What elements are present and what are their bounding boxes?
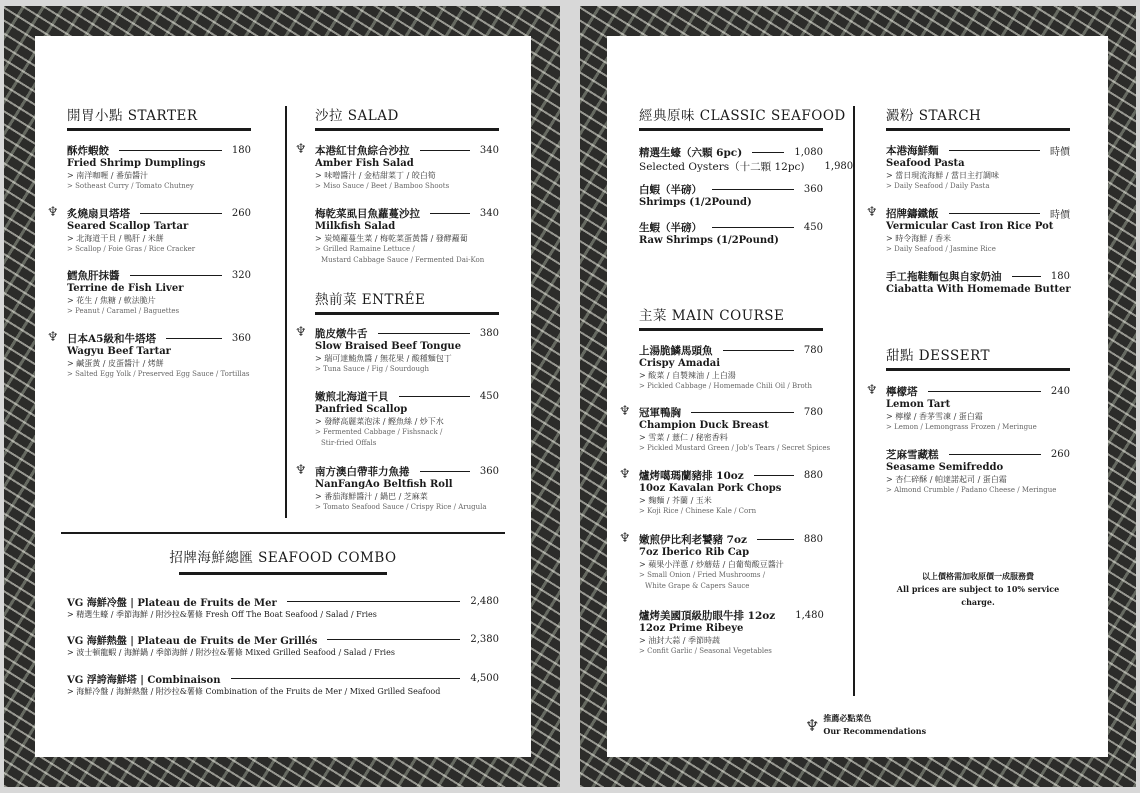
combo-name: VG 浮誇海鮮塔 | Combinaison: [67, 674, 221, 686]
item-name-en: Ciabatta With Homemade Butter: [886, 284, 1071, 295]
item-desc-en: > Daily Seafood / Jasmine Rice: [886, 245, 996, 253]
item-desc-en: > Miso Sauce / Beet / Bamboo Shoots: [315, 182, 450, 190]
menu-item: [295, 325, 499, 375]
item-name-en: Shrimps (1/2Pound): [639, 197, 752, 208]
section-rule: [886, 128, 1070, 131]
item-name-zh: 日本A5級和牛塔塔: [67, 332, 156, 345]
item-name-en: 10oz Kavalan Pork Chops: [639, 483, 782, 494]
item-name-zh: 本港海鮮麵: [886, 144, 939, 157]
item-desc-en: > Peanut / Caramel / Baguettes: [67, 307, 180, 315]
item-price: 260: [231, 207, 251, 219]
menu-item: [639, 220, 823, 247]
section-title-dessert: 甜點 DESSERT: [886, 348, 991, 364]
item-desc-zh: > 鹹蛋黃 / 皮蛋醬汁 / 烤餅: [67, 359, 164, 368]
chef-recommend-icon: ♆: [805, 715, 820, 735]
item-name-en: 7oz Iberico Rib Cap: [639, 547, 750, 558]
section-rule: [315, 128, 499, 131]
item-desc-en: > Pickled Mustard Green / Job's Tears / Secret Spices: [639, 444, 831, 452]
menu-item: [886, 269, 1070, 296]
legend-zh: 推薦必點菜色: [823, 713, 872, 723]
item-name-zh: 檸檬塔: [886, 385, 918, 398]
item-desc-zh: > 番茄海鮮醬汁 / 鍋巴 / 芝麻菜: [315, 492, 428, 501]
combo-price: 4,500: [470, 672, 499, 684]
item-desc-en: > Lemon / Lemongrass Frozen / Meringue: [886, 423, 1037, 431]
item-desc-zh: > 味噌醬汁 / 金桔甜菜丁 / 皎白筍: [315, 171, 436, 180]
item-name-en: Seared Scallop Tartar: [67, 221, 189, 232]
menu-item: [886, 447, 1070, 496]
item-name-en: Crispy Amadai: [639, 358, 721, 369]
section-rule: [179, 572, 387, 575]
menu-item: [639, 145, 854, 173]
item-desc-zh: > 炭燒蘿蔓生菜 / 梅乾菜蛋黃醬 / 發酵蘿蔔: [315, 234, 468, 243]
menu-panel-right: [607, 36, 1108, 757]
chef-recommend-icon: ♆: [295, 142, 307, 157]
menu-item: [47, 205, 251, 255]
item-name-zh: 南方澳白帶菲力魚捲: [315, 465, 410, 478]
service-charge-zh: 以上價格需加收原價一成服務費: [922, 571, 1034, 581]
menu-item: [67, 268, 251, 317]
item-desc-en: > Pickled Cabbage / Homemade Chili Oil / Broth: [639, 382, 813, 390]
item-desc-en: > Fermented Cabbage / Fishsnack /: [315, 428, 443, 436]
item-desc-zh: > 花生 / 焦糖 / 軟法脆片: [67, 296, 156, 305]
item-desc-zh: > 麴麵 / 芥蘭 / 玉米: [639, 496, 712, 505]
combo-price: 2,480: [470, 595, 499, 607]
chef-recommend-icon: ♆: [47, 205, 59, 220]
item-desc-en: > Tomato Seafood Sauce / Crispy Rice / Arugula: [315, 503, 487, 511]
section-title-starter: 開胃小點 STARTER: [67, 108, 198, 124]
menu-item: [619, 531, 823, 592]
item-price: 880: [803, 469, 823, 481]
item-name-en: Champion Duck Breast: [639, 420, 769, 431]
item-desc-en-cont: White Grape & Capers Sauce: [645, 582, 750, 590]
item-name-en: Fried Shrimp Dumplings: [67, 158, 206, 169]
item-price: 180: [231, 144, 251, 156]
chef-recommend-icon: ♆: [866, 205, 878, 220]
item-name-zh: 生蝦（半磅）: [639, 221, 702, 234]
item-desc-zh: > 瑞可達鮪魚醬 / 無花果 / 酸種麵包丁: [315, 354, 452, 363]
combo-desc: > 波士頓龍蝦 / 海鮮鍋 / 季節海鮮 / 附沙拉&薯條 Mixed Grilled Seafood / Salad / Fries: [67, 648, 395, 657]
menu-item: [619, 467, 823, 517]
item-price: 時價: [1050, 146, 1070, 158]
section-rule: [315, 312, 499, 315]
combo-desc: > 精選生蠔 / 季節海鮮 / 附沙拉&薯條 Fresh Off The Boat Seafood / Salad / Fries: [67, 610, 377, 619]
item-price: 240: [1050, 385, 1070, 397]
item-price: 320: [231, 269, 251, 281]
menu-panel-left: [35, 36, 531, 757]
section-rule: [639, 128, 823, 131]
menu-item: [619, 404, 831, 454]
menu-item: [315, 206, 499, 266]
menu-item: [639, 608, 823, 657]
combo-top-rule: [61, 532, 505, 534]
item-name-en: Panfried Scallop: [315, 404, 408, 415]
item-desc-en: > Sotheast Curry / Tomato Chutney: [67, 182, 194, 190]
item-desc-en: > Scallop / Foie Gras / Rice Cracker: [67, 245, 196, 253]
item-name-zh: 芝麻雪藏糕: [886, 448, 939, 461]
combo-item: [67, 632, 499, 659]
item-name-zh: 嫩煎伊比利老饕豬 7oz: [639, 533, 747, 546]
item-price: 340: [479, 144, 499, 156]
item-name-en: Milkfish Salad: [315, 221, 396, 232]
section-title-salad: 沙拉 SALAD: [315, 108, 399, 124]
item-desc-zh: > 當日現流海鮮 / 當日主打調味: [886, 171, 1000, 180]
menu-item: [67, 143, 251, 192]
item-desc-zh: > 蘋果小洋蔥 / 炒蘑菇 / 白葡萄酸豆醬汁: [639, 560, 784, 569]
section-title-combo: 招牌海鮮總匯 SEAFOOD COMBO: [169, 550, 397, 566]
item-desc-en: > Tuna Sauce / Fig / Sourdough: [315, 365, 429, 373]
item-name-zh: 上湯脆鱗馬頭魚: [639, 344, 713, 357]
item-name-en: Terrine de Fish Liver: [67, 283, 184, 294]
item-name-en: Vermicular Cast Iron Rice Pot: [886, 221, 1054, 232]
item-price: 340: [479, 207, 499, 219]
item-name-en: Amber Fish Salad: [315, 158, 414, 169]
item-desc-zh: > 檸檬 / 香茅雪凍 / 蛋白霜: [886, 412, 983, 421]
item-name-zh: 嫩煎北海道干貝: [315, 390, 389, 403]
combo-name: VG 海鮮冷盤 | Plateau de Fruits de Mer: [67, 597, 277, 609]
menu-item: [47, 330, 251, 380]
item-name-zh: 手工拖鞋麵包與自家奶油: [886, 270, 1002, 283]
section-rule: [886, 368, 1070, 371]
item-price-alt: 1,980: [824, 160, 854, 172]
section-title-entree: 熱前菜 ENTRÉE: [315, 292, 426, 308]
item-desc-zh: > 油封大蒜 / 季節時蔬: [639, 636, 721, 645]
menu-item: [639, 343, 823, 392]
menu-item: [866, 383, 1070, 433]
menu-page-right: [580, 6, 1136, 787]
menu-item: [639, 182, 823, 209]
item-desc-zh: > 發酵高麗菜泡沫 / 鰹魚絲 / 炒下水: [315, 417, 444, 426]
item-desc-en: > Small Onion / Fried Mushrooms /: [639, 571, 766, 579]
item-name-zh: 招牌鑄鐵飯: [886, 207, 939, 220]
menu-item: [295, 142, 499, 192]
item-name-en: Wagyu Beef Tartar: [67, 346, 171, 357]
item-name-zh: 鱈魚肝抹醬: [67, 269, 120, 282]
item-name-zh: 精選生蠔（六顆 6pc): [639, 146, 743, 159]
legend-en: Our Recommendations: [823, 726, 927, 736]
chef-recommend-icon: ♆: [619, 531, 631, 546]
item-desc-zh: > 南洋咖喱 / 番茄醬汁: [67, 171, 149, 180]
item-price: 時價: [1050, 209, 1070, 221]
service-charge-en: All prices are subject to 10% service charge.: [896, 584, 1060, 607]
item-price: 880: [803, 533, 823, 545]
item-price: 1,480: [795, 609, 824, 621]
chef-recommend-icon: ♆: [619, 467, 631, 482]
item-name-zh: 白蝦（半磅）: [639, 183, 702, 196]
item-desc-en-cont: Stir-fried Offals: [321, 439, 377, 447]
chef-recommend-icon: ♆: [619, 404, 631, 419]
item-name-en: Seafood Pasta: [886, 158, 965, 169]
menu-item: [886, 143, 1070, 192]
item-name-en: NanFangAo Beltfish Roll: [315, 479, 453, 490]
combo-name: VG 海鮮熱盤 | Plateau de Fruits de Mer Grillés: [67, 635, 318, 647]
section-title-starch: 澱粉 STARCH: [886, 108, 982, 124]
recommendation-legend: [805, 712, 926, 738]
item-name-zh: 爐烤美國頂級肋眼牛排 12oz: [639, 609, 776, 622]
item-price: 380: [479, 327, 499, 339]
item-desc-en: > Daily Seafood / Daily Pasta: [886, 182, 990, 190]
item-price: 260: [1050, 448, 1070, 460]
item-desc-zh: > 北海道干貝 / 鴨肝 / 米餅: [67, 234, 164, 243]
item-price: 360: [231, 332, 251, 344]
item-desc-en: > Confit Garlic / Seasonal Vegetables: [639, 647, 772, 655]
item-price: 360: [479, 465, 499, 477]
item-desc-zh: > 時令海鮮 / 香米: [886, 234, 952, 243]
chef-recommend-icon: ♆: [295, 463, 307, 478]
item-name-en: Slow Braised Beef Tongue: [315, 341, 462, 352]
combo-item: [67, 594, 499, 621]
item-name-zh: 爐烤噶瑪蘭豬排 10oz: [639, 469, 744, 482]
menu-item: [866, 205, 1070, 255]
item-desc-zh: > 杏仁碎酥 / 帕達諾起司 / 蛋白霜: [886, 475, 1007, 484]
item-desc-en: > Koji Rice / Chinese Kale / Corn: [639, 507, 757, 515]
item-name-en: Seasame Semifreddo: [886, 462, 1004, 473]
item-desc-en-cont: Mustard Cabbage Sauce / Fermented Dai-Kon: [321, 256, 485, 264]
item-desc-en: > Salted Egg Yolk / Preserved Egg Sauce / Tortillas: [67, 370, 250, 378]
item-name-zh: 酥炸蝦餃: [67, 144, 109, 157]
item-price: 360: [803, 183, 823, 195]
item-name-en: 12oz Prime Ribeye: [639, 623, 744, 634]
item-price: 780: [803, 344, 823, 356]
section-rule: [67, 128, 251, 131]
item-desc-zh: > 雪菜 / 薏仁 / 秘密香料: [639, 433, 728, 442]
combo-item: [67, 671, 499, 698]
chef-recommend-icon: ♆: [47, 330, 59, 345]
column-divider: [285, 106, 287, 518]
chef-recommend-icon: ♆: [866, 383, 878, 398]
menu-item: [295, 463, 499, 513]
service-charge-note: [886, 570, 1070, 609]
section-rule: [639, 328, 823, 331]
menu-page-left: [4, 6, 560, 787]
column-divider: [853, 106, 855, 696]
item-price: 180: [1050, 270, 1070, 282]
item-desc-zh: > 酸菜 / 自製辣油 / 上白湯: [639, 371, 736, 380]
combo-price: 2,380: [470, 633, 499, 645]
item-name-en: Raw Shrimps (1/2Pound): [639, 235, 779, 246]
item-name-alt: Selected Oysters（十二顆 12pc): [639, 160, 805, 173]
item-desc-en: > Almond Crumble / Padano Cheese / Meringue: [886, 486, 1057, 494]
chef-recommend-icon: ♆: [295, 325, 307, 340]
item-name-zh: 脆皮燉牛舌: [315, 327, 368, 340]
item-price: 450: [479, 390, 499, 402]
item-price: 780: [803, 406, 823, 418]
section-title-classic: 經典原味 CLASSIC SEAFOOD: [639, 108, 846, 124]
menu-item: [315, 389, 499, 449]
combo-desc: > 海鮮冷盤 / 海鮮熱盤 / 附沙拉&薯條 Combination of the Fruits de Mer / Mixed Grilled Seafood: [67, 687, 441, 696]
item-name-zh: 本港紅甘魚綜合沙拉: [315, 144, 410, 157]
item-name-en: Lemon Tart: [886, 399, 951, 410]
item-name-zh: 梅乾菜虱目魚蘿蔓沙拉: [315, 207, 420, 220]
item-price: 1,080: [794, 146, 823, 158]
section-title-main: 主菜 MAIN COURSE: [639, 308, 785, 324]
item-name-zh: 冠軍鴨胸: [639, 406, 681, 419]
item-desc-en: > Grilled Ramaine Lettuce /: [315, 245, 415, 253]
item-name-zh: 炙燒扇貝塔塔: [67, 207, 130, 220]
item-price: 450: [803, 221, 823, 233]
